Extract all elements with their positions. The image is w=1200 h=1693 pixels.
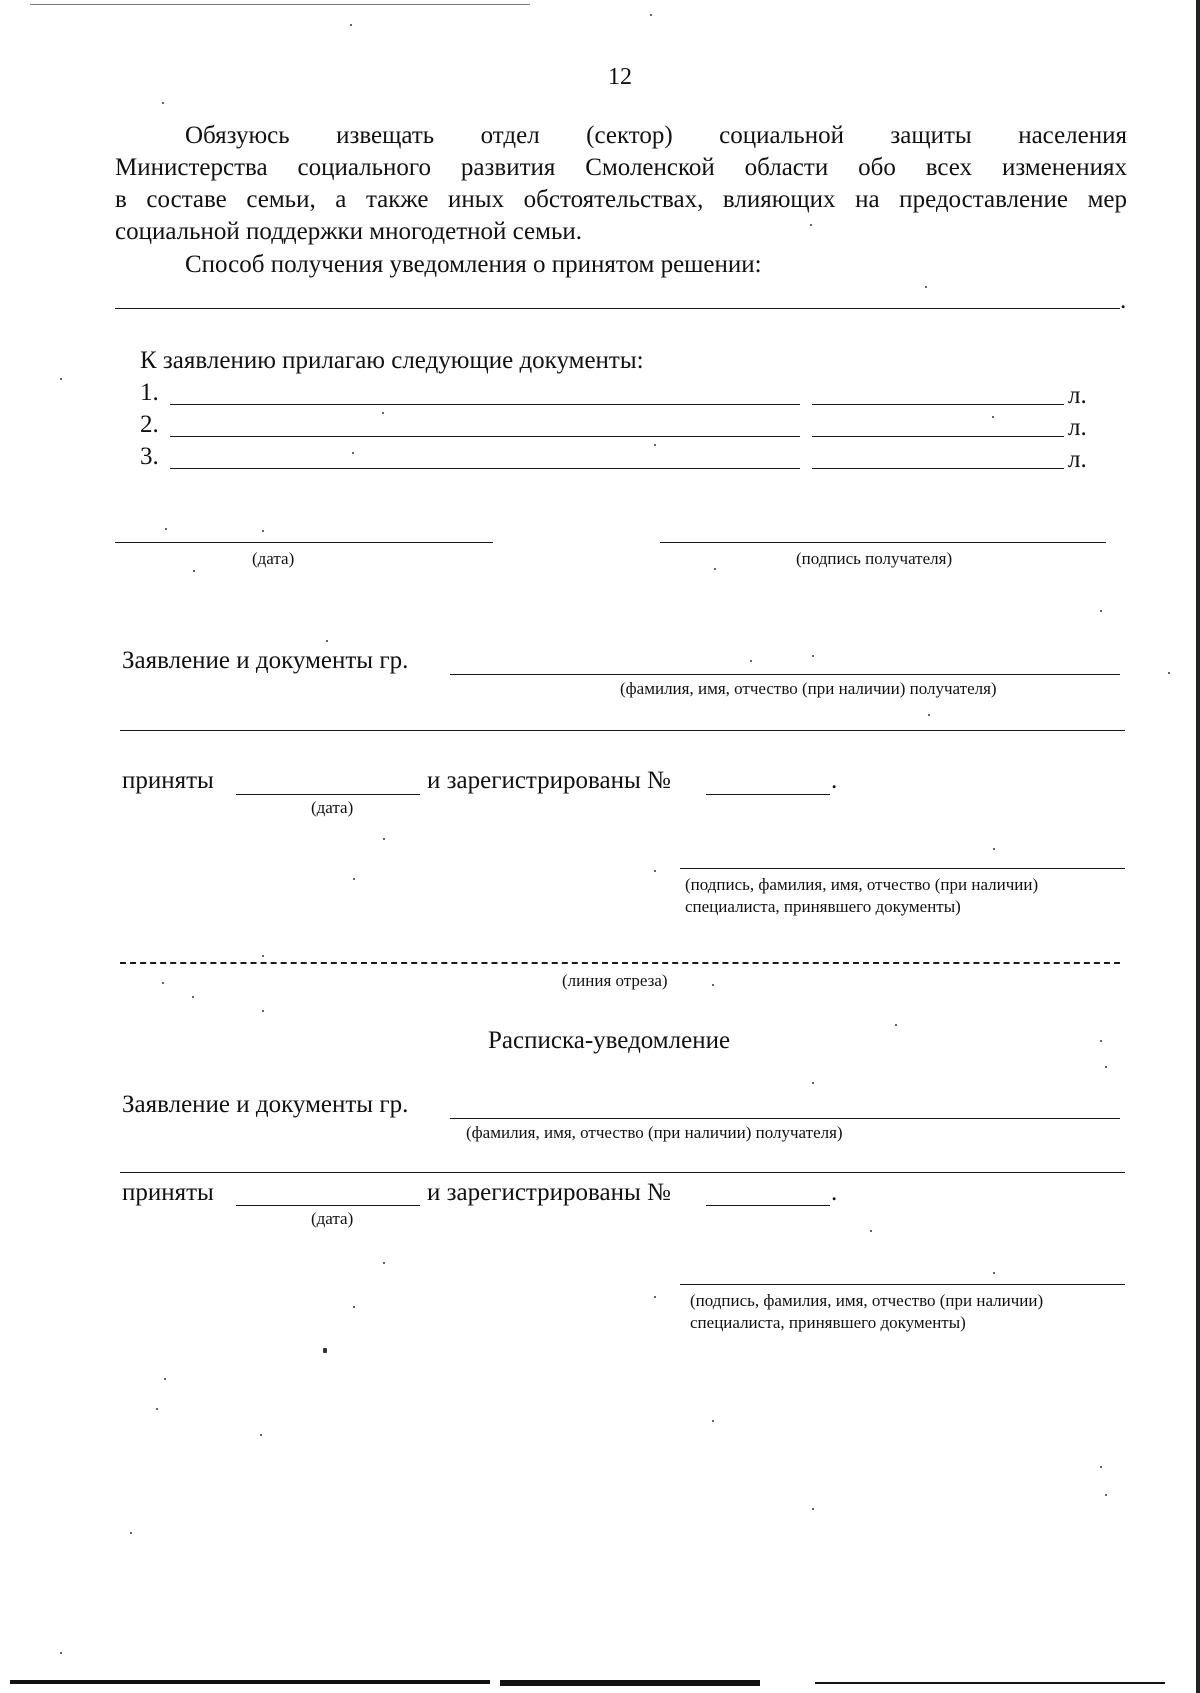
field-end-dot: . [831,1179,838,1206]
scan-speck [654,1296,656,1298]
receipt-specialist-caption-line-1: (подпись, фамилия, имя, отчество (при наличии) [690,1291,1044,1310]
scan-speck [714,568,716,570]
scan-speck [156,1408,158,1410]
pages-suffix: л. [1068,414,1087,441]
scan-speck [654,444,656,446]
receipt-title: Расписка-уведомление [488,1027,731,1054]
scan-speck [353,878,355,880]
receipt-specialist-caption-line-2: специалиста, принявшего документы) [690,1313,966,1332]
scan-speck [260,1434,262,1436]
scan-speck [993,1272,995,1274]
scan-speck [928,714,930,716]
scan-edge-right [1196,0,1200,1693]
scan-speck [60,378,62,380]
documents-heading: К заявлению прилагаю следующие документы: [140,347,644,374]
scan-speck [812,1082,814,1084]
field-end-dot: . [831,767,838,794]
recipient-name-field[interactable] [450,674,1120,675]
page-number: 12 [608,64,632,90]
scan-speck [164,1378,166,1380]
receipt-registration-number-field[interactable] [706,1205,830,1206]
receipt-date-caption: (дата) [311,1209,354,1228]
scan-speck [895,1024,897,1026]
scan-edge-top [30,4,530,5]
scan-speck [925,286,927,288]
receipt-accepted-label: приняты [122,1179,214,1206]
receipt-recipient-name-continuation-field[interactable] [120,1172,1125,1173]
scan-speck [350,24,352,26]
registration-number-field[interactable] [706,794,830,795]
recipient-name-continuation-field[interactable] [120,730,1125,731]
scan-speck [262,955,264,957]
cut-line-caption: (линия отреза) [562,971,668,990]
obligation-line-4: социальной поддержки многодетной семьи. [115,218,583,245]
scan-speck [323,1348,327,1353]
accepted-label: приняты [122,767,214,794]
scan-speck [1100,1466,1102,1468]
receipt-date-field[interactable] [236,1205,420,1206]
document-number: 3. [140,443,159,470]
scan-speck [165,528,167,530]
document-number: 1. [140,379,159,406]
pages-suffix: л. [1068,446,1087,473]
document-2-pages-field[interactable] [812,436,1064,437]
scan-speck [1100,1040,1102,1042]
receipt-recipient-name-field[interactable] [450,1118,1120,1119]
document-1-pages-field[interactable] [812,404,1064,405]
receipt-recipient-name-caption: (фамилия, имя, отчество (при наличии) получателя) [466,1123,843,1142]
recipient-signature-caption: (подпись получателя) [796,549,953,568]
scan-speck [383,838,385,840]
specialist-caption-line-1: (подпись, фамилия, имя, отчество (при наличии) [685,875,1039,894]
receipt-specialist-signature-field[interactable] [680,1284,1125,1285]
scan-speck [352,452,354,454]
scan-edge-bottom [10,1680,490,1684]
scan-speck [992,416,994,418]
scan-edge-bottom [815,1682,1165,1684]
document-3-pages-field[interactable] [812,468,1064,469]
recipient-signature-field[interactable] [660,542,1106,543]
field-end-dot: . [1120,287,1127,314]
document-number: 2. [140,411,159,438]
notification-method-field[interactable] [115,308,1120,309]
obligation-line-2: Министерства социального развития Смоленской области обо всех изменениях [115,154,1127,181]
pages-suffix: л. [1068,382,1087,409]
scan-speck [326,640,328,642]
scan-speck [130,1532,132,1534]
document-1-name-field[interactable] [170,404,800,405]
cut-line [120,962,1120,964]
registered-label: и зарегистрированы № [427,767,671,794]
notification-method-label: Способ получения уведомления о принятом решении: [185,251,762,278]
scan-speck [712,1420,714,1422]
statement-label: Заявление и документы гр. [122,647,409,674]
scan-speck [60,1652,62,1654]
scan-speck [353,1306,355,1308]
scan-speck [870,1230,872,1232]
specialist-signature-field[interactable] [680,868,1125,869]
scan-speck [650,14,652,16]
scan-speck [262,1010,264,1012]
document-2-name-field[interactable] [170,436,800,437]
scan-speck [162,982,164,984]
scan-speck [750,660,752,662]
obligation-line-3: в составе семьи, а также иных обстоятельствах, влияющих на предоставление мер [115,186,1127,213]
scan-speck [654,870,656,872]
scan-speck [712,984,714,986]
scan-speck [1100,610,1102,612]
scan-speck [1105,1066,1107,1068]
acceptance-date-field[interactable] [236,794,420,795]
scan-edge-bottom [500,1680,760,1686]
recipient-name-caption: (фамилия, имя, отчество (при наличии) получателя) [620,679,997,698]
specialist-caption-line-2: специалиста, принявшего документы) [685,897,961,916]
document-3-name-field[interactable] [170,468,800,469]
scan-speck [993,848,995,850]
receipt-statement-label: Заявление и документы гр. [122,1091,409,1118]
scan-speck [1105,1494,1107,1496]
receipt-registered-label: и зарегистрированы № [427,1179,671,1206]
acceptance-date-caption: (дата) [311,798,354,817]
date-caption: (дата) [252,549,295,568]
scan-speck [1168,672,1170,674]
scan-speck [162,102,164,104]
scan-speck [193,570,195,572]
scan-speck [810,224,812,226]
date-field[interactable] [115,542,493,543]
obligation-line-1: Обязуюсь извещать отдел (сектор) социальной защиты населения [185,122,1127,149]
scan-speck [382,412,384,414]
scan-speck [812,655,814,657]
scan-speck [192,996,194,998]
scan-speck [383,1262,385,1264]
scan-speck [262,530,264,532]
scan-speck [812,1508,814,1510]
